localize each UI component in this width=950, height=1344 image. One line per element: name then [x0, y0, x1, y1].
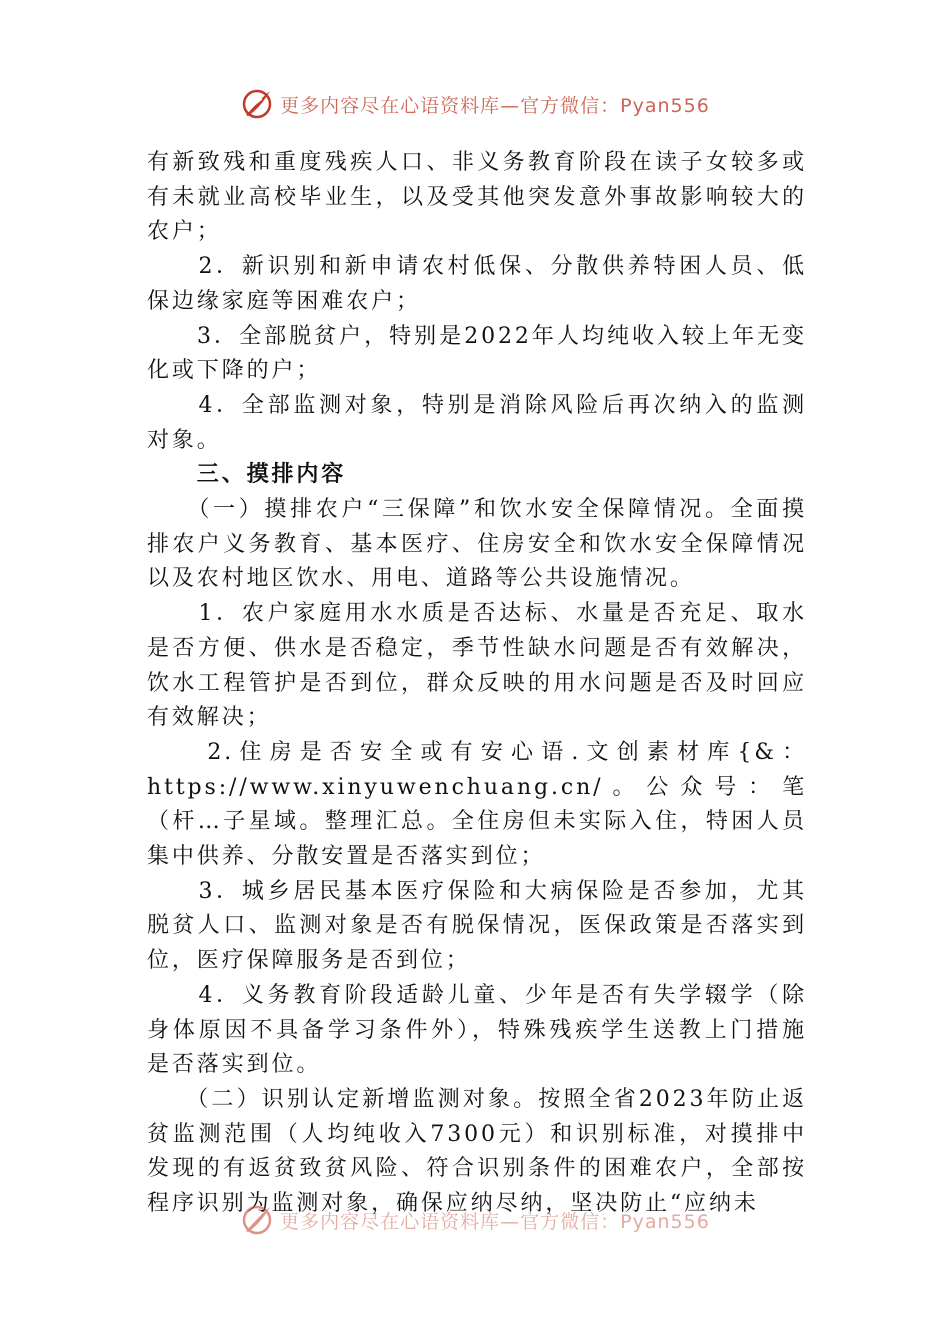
watermark-text: 更多内容尽在心语资料库—官方微信：Pyan556	[280, 1210, 710, 1233]
watermark-text: 更多内容尽在心语资料库—官方微信：Pyan556	[280, 94, 710, 117]
feather-seal-icon	[240, 87, 274, 121]
paragraph-4: 4．全部监测对象，特别是消除风险后再次纳入的监测对象。	[147, 392, 807, 453]
paragraph-3: 3．全部脱贫户，特别是2022年人均纯收入较上年无变化或下降的户；	[147, 323, 807, 384]
paragraph-6: （一）摸排农户“三保障”和饮水安全保障情况。全面摸排农户义务教育、基本医疗、住房安全和饮水安全保障情况以及农村地区饮水、用电、道路等公共设施情况。	[147, 497, 807, 592]
paragraph-10: 4．义务教育阶段适龄儿童、少年是否有失学辍学（除身体原因不具备学习条件外），特殊残疾学生送教上门措施是否落实到位。	[147, 982, 807, 1078]
paragraph-2: 2．新识别和新申请农村低保、分散供养特困人员、低保边缘家庭等困难农户；	[147, 254, 807, 314]
section-heading: 三、摸排内容	[147, 462, 347, 488]
paragraph-7: 1．农户家庭用水水质是否达标、水量是否充足、取水是否方便、供水是否稳定，季节性缺水问题是否有效解决，饮水工程管护是否到位，群众反映的用水问题是否及时回应有效解决；	[147, 601, 807, 731]
feather-seal-icon	[240, 1203, 274, 1237]
paragraph-9: 3．城乡居民基本医疗保险和大病保险是否参加，尤其脱贫人口、监测对象是否有脱保情况，医保政策是否落实到位，医疗保障服务是否到位；	[147, 878, 807, 974]
paragraph-11: （二）识别认定新增监测对象。按照全省2023年防止返贫监测范围（人均纯收入7300元）和识别标准，对摸排中发现的有返贫致贫风险、符合识别条件的困难农户，全部按程序识别为监测对象，确保应纳尽纳，坚决防止“应纳未	[147, 1086, 807, 1217]
watermark-footer	[0, 1200, 950, 1240]
paragraph-1: 有新致残和重度残疾人口、非义务教育阶段在读子女较多或有未就业高校毕业生，以及受其他突发意外事故影响较大的农户；	[147, 150, 807, 245]
document-body	[147, 146, 807, 1222]
watermark-header	[0, 84, 950, 124]
paragraph-8: 2.住房是否安全或有安心语.文创素材库{&：https://www.xinyuwenchuang.cn/。公众号：笔（杆…子星域。整理汇总。全住房但未实际入住，特困人员集中供养、分散安置是否落实到位；	[147, 739, 807, 870]
